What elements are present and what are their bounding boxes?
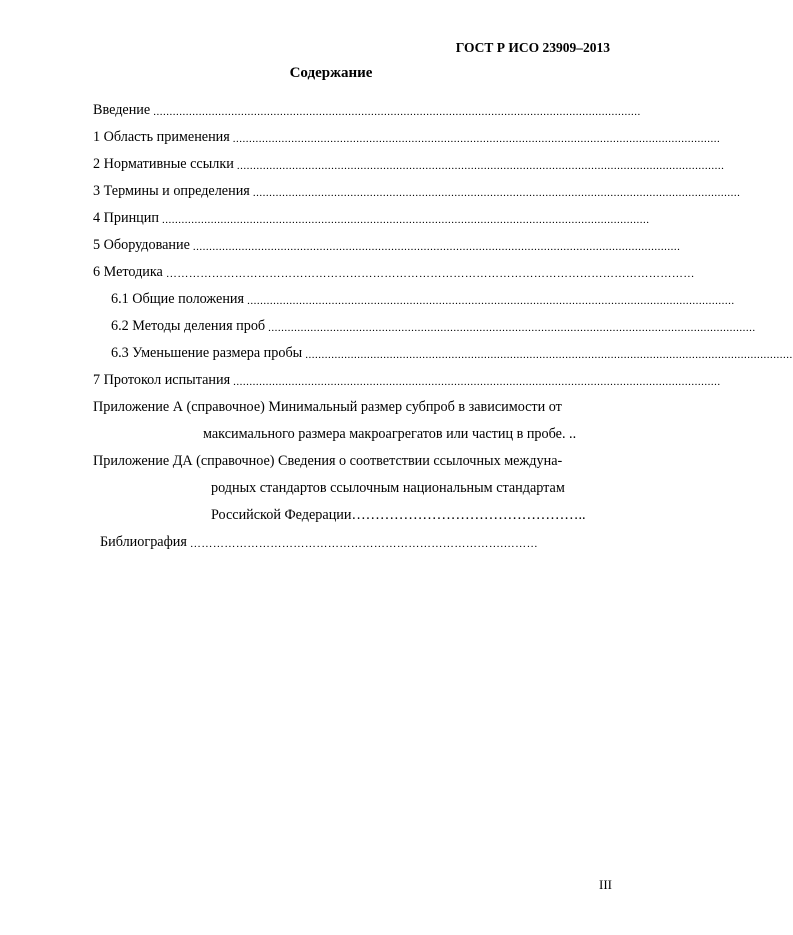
toc-annex-da-line1: Приложение ДА (справочное) Сведения о соответствии ссылочных междуна- — [93, 453, 563, 469]
toc-entry-division-methods[interactable] — [93, 308, 756, 335]
toc-annex-da-line3-text: Российской Федерации — [211, 507, 352, 523]
toc-entry-label: Библиография — [100, 534, 187, 550]
toc-annex-da-line3 — [93, 497, 608, 524]
toc-entry-annex-da[interactable] — [93, 443, 608, 524]
toc-entry-apparatus[interactable] — [93, 227, 681, 254]
toc-dot-leader: ...................................................................................................................................................... — [233, 376, 721, 388]
toc-dot-leader: ……………………………………………………………………….……… — [189, 538, 539, 550]
toc-entry-label: 6.2 Методы деления проб — [111, 318, 266, 334]
toc-entry-label: 3 Термины и определения — [93, 183, 250, 199]
toc-entry-procedure[interactable] — [93, 254, 695, 281]
toc-entry-label: Введение — [93, 102, 151, 118]
toc-entry-label: 7 Протокол испытания — [93, 372, 231, 388]
toc-entry-principle[interactable] — [93, 200, 650, 227]
toc-dot-leader: ...................................................................................................................................................... — [236, 160, 725, 172]
toc-annex-a-line1: Приложение А (справочное) Минимальный размер субпроб в зависимости от — [93, 399, 562, 415]
toc-dot-leader: ...................................................................................................................................................... — [305, 349, 793, 361]
toc-dot-leader: ...................................................................................................................................................... — [268, 322, 756, 334]
toc-entry-label: 6.1 Общие положения — [111, 291, 245, 307]
toc-entry-normative-references[interactable] — [93, 146, 725, 173]
toc-dot-leader: ...................................................................................................................................................... — [161, 214, 650, 226]
toc-dot-leader: ...................................................................................................................................................... — [192, 241, 681, 253]
toc-entry-test-report[interactable] — [93, 362, 721, 389]
toc-title: Содержание — [289, 65, 373, 81]
page-number: III — [599, 877, 612, 892]
toc-entry-bibliography[interactable] — [93, 524, 608, 551]
toc-entry-label: 5 Оборудование — [93, 237, 190, 253]
toc-entry-general[interactable] — [93, 281, 735, 308]
toc-dot-leader: ...................................................................................................................................................... — [247, 295, 735, 307]
toc-dot-leader: ...................................................................................................................................................... — [252, 187, 741, 199]
table-of-contents — [93, 92, 793, 551]
toc-entry-label: 1 Область применения — [93, 129, 230, 145]
toc-entry-label: 6.3 Уменьшение размера пробы — [111, 345, 303, 361]
toc-entry-label: 2 Нормативные ссылки — [93, 156, 234, 172]
toc-annex-a-line2: максимального размера макроагрегатов или частиц в пробе. .. — [203, 426, 577, 442]
toc-entry-annex-a[interactable] — [93, 389, 608, 443]
toc-entry-terms-definitions[interactable] — [93, 173, 741, 200]
toc-entry-scope[interactable] — [93, 119, 721, 146]
toc-dot-leader: ………………………………………………………………………………………………………………………… — [165, 268, 695, 280]
toc-entry-introduction[interactable] — [93, 92, 641, 119]
toc-annex-da-line2: родных стандартов ссылочным национальным стандартам — [211, 480, 565, 496]
toc-dot-leader: ...................................................................................................................................................... — [153, 106, 641, 118]
toc-entry-label: 6 Методика — [93, 264, 163, 280]
toc-entry-size-reduction[interactable] — [93, 335, 793, 362]
document-code: ГОСТ Р ИСО 23909–2013 — [455, 40, 610, 55]
toc-dot-leader: ...................................................................................................................................................... — [232, 133, 721, 145]
toc-entry-label: 4 Принцип — [93, 210, 159, 226]
toc-dot-leader: ………………………………………….. — [351, 507, 586, 523]
